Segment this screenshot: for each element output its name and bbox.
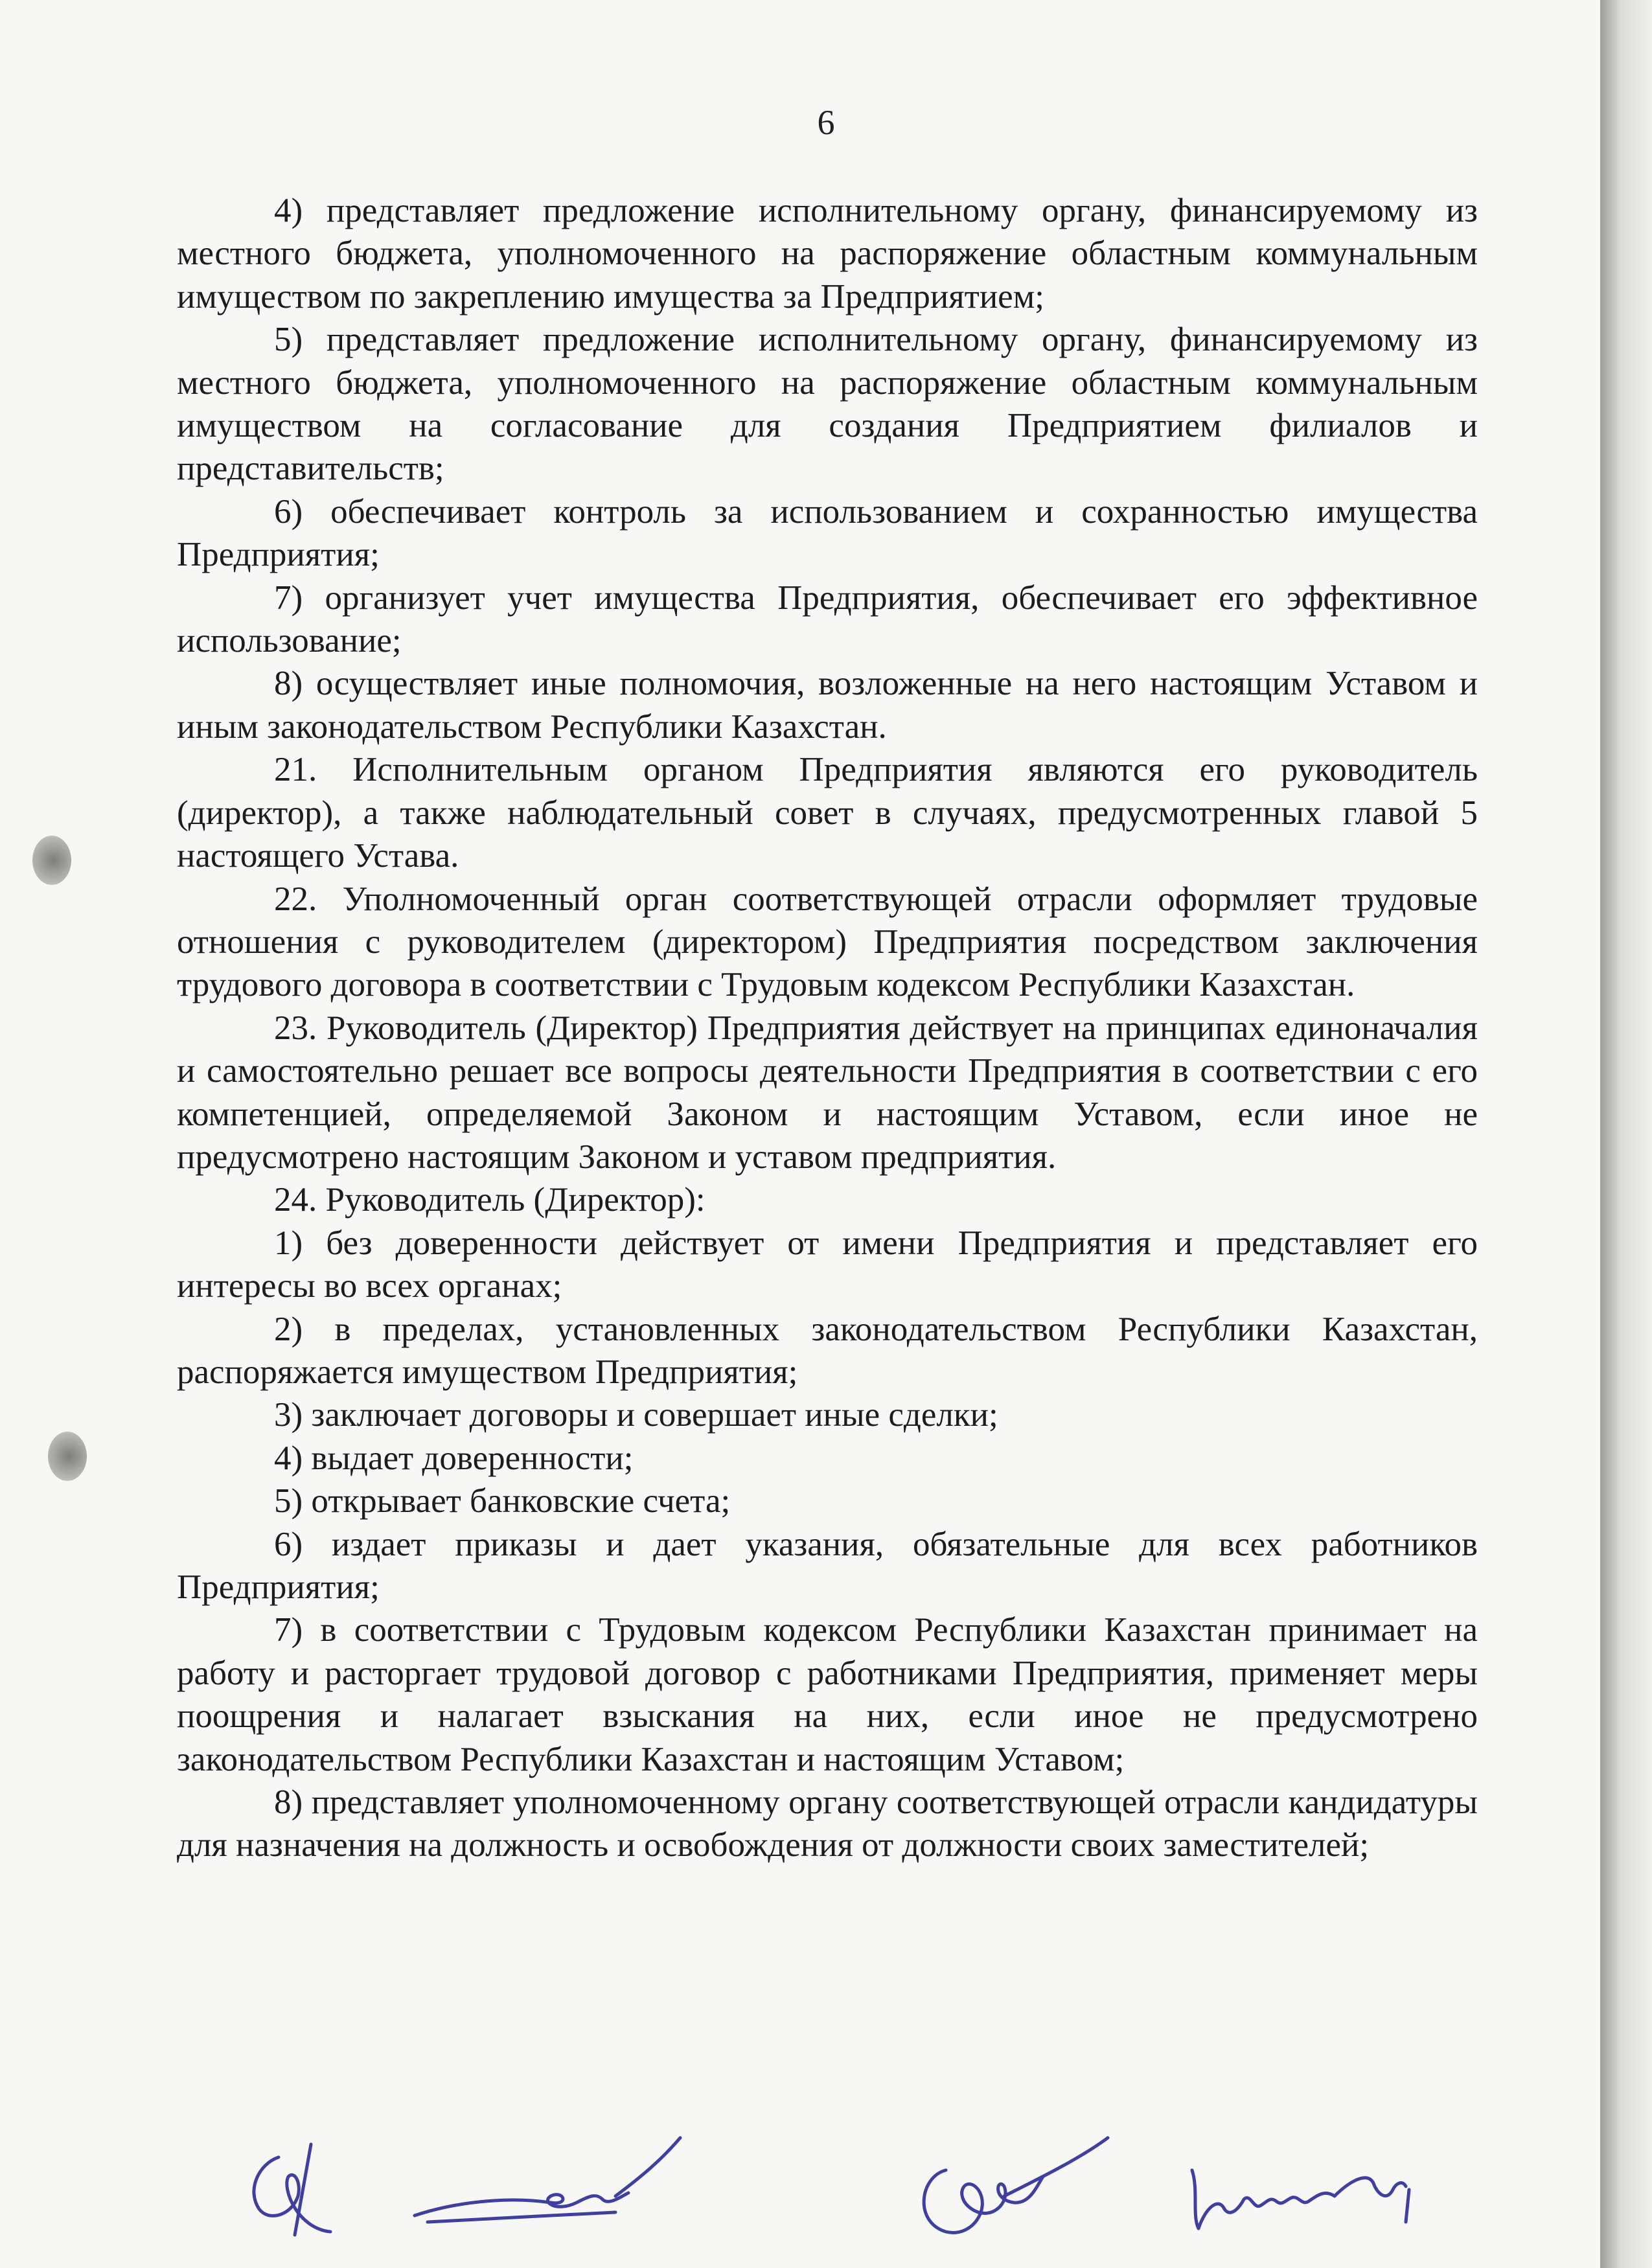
paragraph: 22. Уполномоченный орган соответствующей отрасли оформляет трудовые отношения с руководителем (директором) Предприятия посредством заключения трудового договора в соответствии с Трудовым кодексом Республики Казахстан. [177, 880, 1478, 1004]
signatures-row [0, 2118, 1652, 2267]
punch-hole-top [32, 836, 71, 885]
punch-hole-bottom [48, 1432, 87, 1481]
paragraph: 1) без доверенности действует от имени Предприятия и представляет его интересы во всех органах; [177, 1224, 1478, 1305]
paragraph: 4) выдает доверенности; [274, 1439, 634, 1477]
document-body [177, 189, 1478, 1867]
paragraph: 5) открывает банковские счета; [274, 1482, 731, 1520]
paragraph: 6) обеспечивает контроль за использованием и сохранностью имущества Предприятия; [177, 492, 1478, 574]
page-number: 6 [817, 103, 835, 142]
paragraph: 23. Руководитель (Директор) Предприятия действует на принципах единоначалия и самостоятельно решает все вопросы деятельности Предприятия в соответствии с его компетенцией, определяемой Законом и настоящим Уставом, если иное не предусмотрено настоящим Законом и уставом предприятия. [177, 1009, 1478, 1176]
signature-4 [1179, 2144, 1451, 2254]
paragraph: 3) заключает договоры и совершает иные сделки; [274, 1396, 998, 1434]
signature-3 [901, 2125, 1114, 2254]
paragraph: 24. Руководитель (Директор): [274, 1181, 706, 1219]
paragraph: 21. Исполнительным органом Предприятия являются его руководитель (директор), а также наблюдательный совет в случаях, предусмотренных главой 5 настоящего Устава. [177, 751, 1478, 875]
signature-2 [402, 2131, 693, 2248]
paragraph: 6) издает приказы и дает указания, обязательные для всех работников Предприятия; [177, 1525, 1478, 1606]
paragraph: 4) представляет предложение исполнительному органу, финансируемому из местного бюджета, уполномоченного на распоряжение областным коммунальным имуществом по закреплению имущества за Предприятием; [177, 192, 1478, 315]
paragraph: 8) осуществляет иные полномочия, возложенные на него настоящим Уставом и иным законодательством Республики Казахстан. [177, 665, 1478, 746]
paragraph: 5) представляет предложение исполнительному органу, финансируемому из местного бюджета, уполномоченного на распоряжение областным коммунальным имуществом на согласование для создания Предприятием филиалов и представительств; [177, 321, 1478, 488]
paragraph: 7) в соответствии с Трудовым кодексом Республики Казахстан принимает на работу и расторгает трудовой договор с работниками Предприятия, применяет меры поощрения и налагает взыскания на них, если иное не предусмотрено законодательством Республики Казахстан и настоящим Уставом; [177, 1611, 1478, 1778]
signature-1 [233, 2118, 363, 2248]
paragraph: 7) организует учет имущества Предприятия, обеспечивает его эффективное использование; [177, 578, 1478, 660]
paragraph: 8) представляет уполномоченному органу соответствующей отрасли кандидатуры для назначения на должность и освобождения от должности своих заместителей; [177, 1783, 1478, 1864]
page-edge-shadow [1600, 0, 1652, 2268]
paragraph: 2) в пределах, установленных законодательством Республики Казахстан, распоряжается имуществом Предприятия; [177, 1310, 1478, 1391]
